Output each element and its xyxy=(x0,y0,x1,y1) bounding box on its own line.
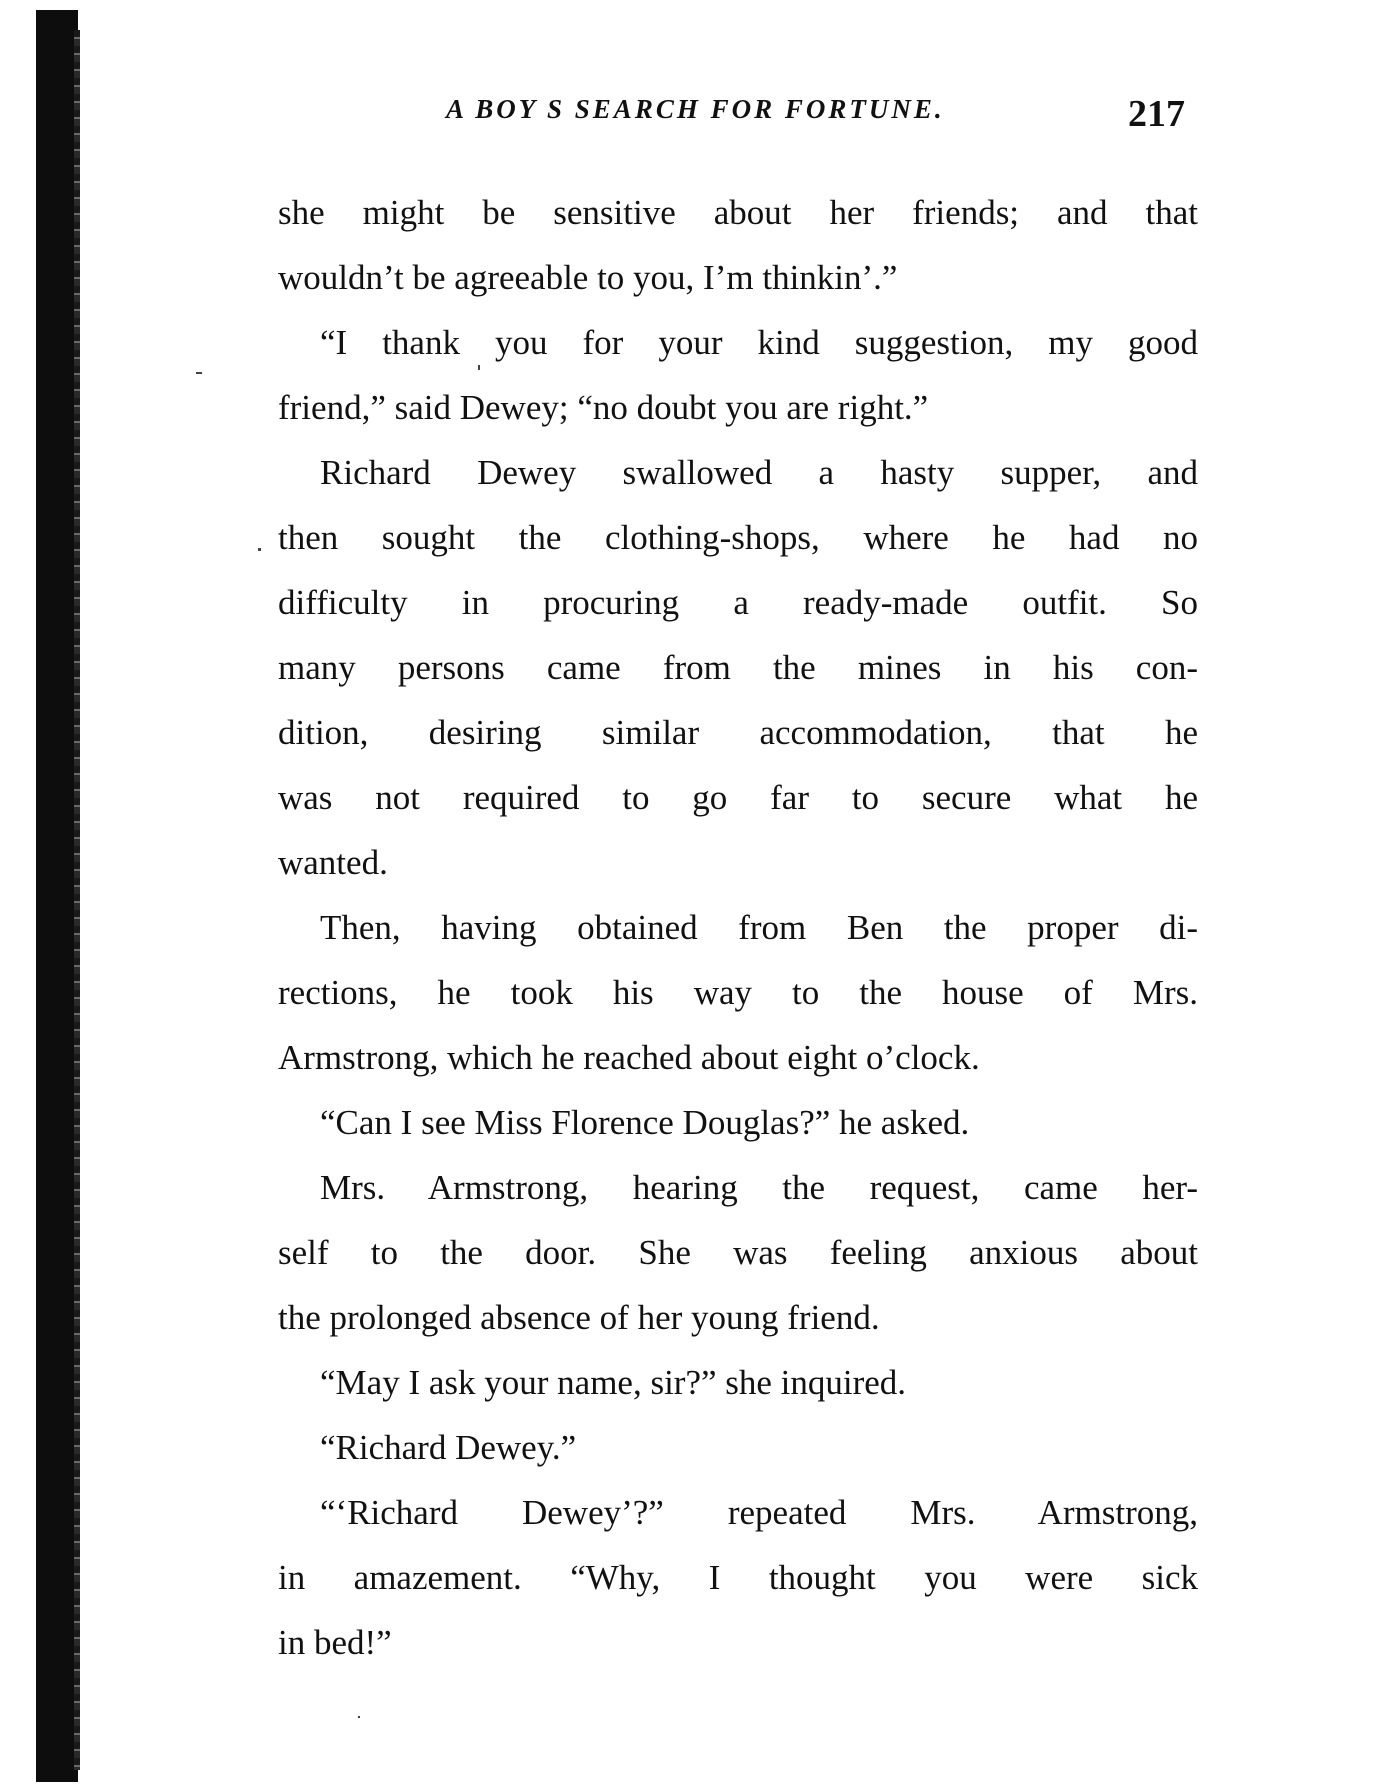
scan-speck xyxy=(478,365,480,370)
text-line: “May I ask your name, sir?” she inquired. xyxy=(320,1363,907,1402)
text-line: difficulty in procuring a ready-made outfit. So xyxy=(278,583,1198,622)
text-line: wouldn’t be agreeable to you, I’m thinkin’.” xyxy=(278,258,898,297)
text-line: rections, he took his way to the house of Mrs. xyxy=(278,973,1198,1012)
text-line: “Richard Dewey.” xyxy=(320,1428,577,1467)
page-body-text xyxy=(278,180,1198,1675)
text-line: Then, having obtained from Ben the proper di- xyxy=(320,908,1198,947)
text-line: then sought the clothing-shops, where he had no xyxy=(278,518,1198,557)
text-line: “I thank you for your kind suggestion, my good xyxy=(320,323,1198,362)
text-line: self to the door. She was feeling anxious about xyxy=(278,1233,1198,1272)
text-line: wanted. xyxy=(278,843,388,882)
text-line: dition, desiring similar accommodation, that he xyxy=(278,713,1198,752)
text-line: “‘Richard Dewey’?” repeated Mrs. Armstrong, xyxy=(320,1493,1198,1532)
page-number: 217 xyxy=(1128,93,1185,135)
book-spine-edge xyxy=(74,30,80,1770)
text-line: the prolonged absence of her young friend. xyxy=(278,1298,880,1337)
running-title: A BOY S SEARCH FOR FORTUNE. xyxy=(446,94,945,124)
text-line: in amazement. “Why, I thought you were sick xyxy=(278,1558,1198,1597)
scan-speck xyxy=(358,1716,360,1718)
scan-speck xyxy=(258,548,261,551)
text-line: Richard Dewey swallowed a hasty supper, and xyxy=(320,453,1198,492)
text-line: she might be sensitive about her friends; and that xyxy=(278,193,1198,232)
text-line: many persons came from the mines in his con- xyxy=(278,648,1198,687)
text-line: in bed!” xyxy=(278,1623,392,1662)
scan-speck xyxy=(196,372,202,374)
text-line: friend,” said Dewey; “no doubt you are right.” xyxy=(278,388,929,427)
text-line: was not required to go far to secure what he xyxy=(278,778,1198,817)
text-line: Armstrong, which he reached about eight o’clock. xyxy=(278,1038,980,1077)
text-line: Mrs. Armstrong, hearing the request, came her- xyxy=(320,1168,1198,1207)
text-line: “Can I see Miss Florence Douglas?” he asked. xyxy=(320,1103,970,1142)
book-spine-shadow xyxy=(36,10,78,1782)
